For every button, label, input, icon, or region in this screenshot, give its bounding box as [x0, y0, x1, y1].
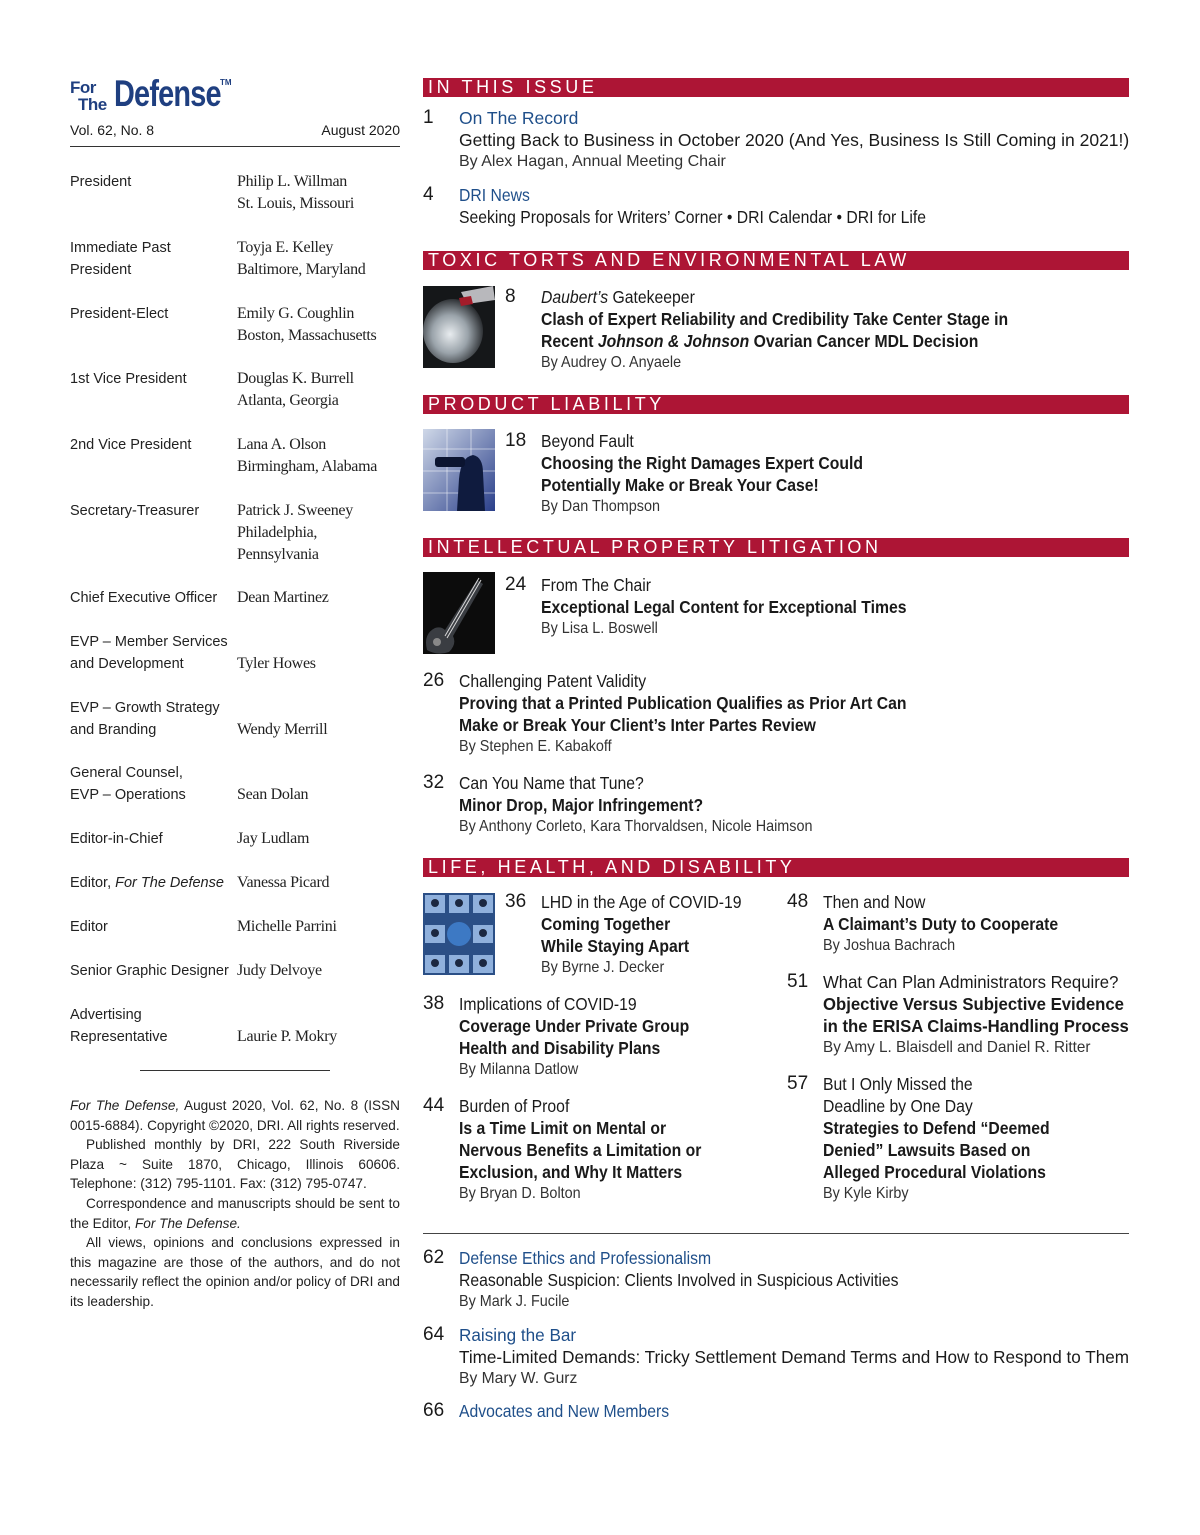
page-number: 44 [423, 1095, 445, 1116]
department-title[interactable]: Defense Ethics and Professionalism [459, 1248, 712, 1268]
section-header-life-health-disability: LIFE, HEALTH, AND DISABILITY [423, 858, 1129, 877]
article-title[interactable]: Objective Versus Subjective Evidence [823, 994, 1124, 1014]
section-header-product-liability: PRODUCT LIABILITY [423, 395, 1129, 414]
publication-name: For The Defense, [70, 1098, 180, 1113]
department-title[interactable]: Burden of Proof [459, 1096, 570, 1116]
department-title[interactable]: LHD in the Age of COVID-19 [541, 892, 742, 912]
staff-name: Jay Ludlam [237, 830, 310, 847]
page-number: 18 [505, 430, 527, 451]
article-title[interactable]: Potentially Make or Break Your Case! [541, 475, 819, 495]
article-title[interactable]: Denied” Lawsuits Based on [823, 1140, 1031, 1160]
byline: By Lisa L. Boswell [541, 620, 658, 637]
staff-names [237, 500, 353, 566]
article-title[interactable]: Coming Together [541, 914, 671, 934]
divider [423, 1233, 1129, 1234]
department-title[interactable]: Advocates and New Members [459, 1401, 670, 1421]
staff-name: Laurie P. Mokry [237, 1028, 337, 1045]
staff-name: Lana A. Olson [237, 436, 326, 453]
staff-role: President [70, 174, 132, 190]
byline: By Milanna Datlow [459, 1061, 579, 1078]
logo-the: The [78, 95, 107, 114]
staff-role-line: Representative [70, 1029, 168, 1045]
article-title[interactable]: Make or Break Your Client’s Inter Partes Review [459, 715, 816, 735]
staff-location: Boston, Massachusetts [237, 327, 377, 344]
pubinfo-text: Correspondence and manuscripts should be sent to the Editor, [70, 1195, 400, 1231]
staff-name: Wendy Merrill [237, 721, 328, 738]
staff-role: Secretary-Treasurer [70, 503, 200, 519]
staff-role [70, 697, 235, 741]
staff-role-publication: For The Defense [115, 875, 224, 891]
staff-name: Douglas K. Burrell [237, 370, 354, 387]
page-number: 36 [505, 891, 527, 912]
entry-body [823, 971, 1129, 1059]
page-number: 38 [423, 993, 445, 1014]
article-title-italic: Johnson & Johnson [597, 331, 750, 351]
article-title[interactable]: Getting Back to Business in October 2020 (And Yes, Business Is Still Coming in 2021!) [459, 130, 1130, 150]
staff-role-text: Editor, [70, 875, 116, 891]
staff-location: Birmingham, Alabama [237, 458, 378, 475]
staff-role: 2nd Vice President [70, 437, 192, 453]
article-title-text: Ovarian Cancer MDL Decision [749, 331, 979, 351]
staff-role: Immediate Past President [70, 240, 171, 278]
staff-role-line: EVP – Operations [70, 787, 186, 803]
staff-role-line: Advertising [70, 1007, 142, 1023]
staff-names [237, 916, 337, 938]
staff-names [237, 1026, 337, 1048]
masthead-column [70, 73, 400, 147]
pubinfo-paragraph [70, 1194, 400, 1233]
department-title-text: Gatekeeper [608, 287, 695, 307]
department-title[interactable]: Then and Now [823, 892, 926, 912]
video-call-grid-image [423, 893, 495, 975]
staff-names [237, 171, 354, 215]
staff-name: Vanessa Picard [237, 874, 330, 891]
staff-role-line: General Counsel, [70, 765, 183, 781]
logo-for: For [70, 78, 96, 97]
staff-names [237, 303, 376, 347]
staff-role: Senior Graphic Designer [70, 963, 229, 979]
page-number: 57 [787, 1073, 809, 1094]
staff-name: Dean Martinez [237, 589, 329, 606]
staff-role: President-Elect [70, 306, 169, 322]
page-number: 24 [505, 574, 527, 595]
staff-location: Baltimore, Maryland [237, 261, 366, 278]
byline: By Joshua Bachrach [823, 937, 956, 954]
department-title[interactable]: DRI News [459, 185, 530, 205]
article-title[interactable]: Seeking Proposals for Writers’ Corner • DRI Calendar • DRI for Life [459, 207, 927, 227]
entry-body [541, 430, 863, 518]
article-title[interactable]: Clash of Expert Reliability and Credibility Take Center Stage in [541, 309, 1009, 329]
byline: By Stephen E. Kabakoff [459, 738, 612, 755]
entry-body [459, 1400, 669, 1422]
entry-body [459, 184, 926, 228]
page-number: 8 [505, 286, 516, 307]
entry-body [459, 993, 689, 1081]
page-number: 64 [423, 1324, 445, 1345]
byline: By Audrey O. Anyaele [541, 354, 682, 371]
staff-names [237, 960, 322, 982]
staff-names [237, 587, 329, 609]
staff-role [70, 762, 235, 806]
entry-body [541, 574, 907, 640]
byline: By Amy L. Blaisdell and Daniel R. Ritter [823, 1039, 1091, 1056]
article-title[interactable]: Alleged Procedural Violations [823, 1162, 1046, 1182]
byline: By Alex Hagan, Annual Meeting Chair [459, 153, 726, 170]
page-number: 26 [423, 670, 445, 691]
staff-role-line: and Branding [70, 722, 157, 738]
entry-body [459, 1247, 898, 1313]
entry-body [823, 1073, 1050, 1205]
article-title[interactable]: Exclusion, and Why It Matters [459, 1162, 683, 1182]
staff-role-line: EVP – Growth Strategy [70, 700, 220, 716]
byline: By Anthony Corleto, Kara Thorvaldsen, Nicole Haimson [459, 818, 813, 835]
section-header-ip-litigation: INTELLECTUAL PROPERTY LITIGATION [423, 538, 1129, 557]
entry-body [459, 670, 907, 758]
article-title[interactable]: Nervous Benefits a Limitation or [459, 1140, 702, 1160]
article-title[interactable] [541, 330, 1008, 352]
article-title[interactable]: in the ERISA Claims-Handling Process [823, 1016, 1129, 1036]
article-title[interactable]: Proving that a Printed Publication Qualifies as Prior Art Can [459, 693, 907, 713]
staff-names [237, 828, 309, 850]
staff-names [237, 434, 377, 478]
spray-image [423, 286, 495, 368]
department-title[interactable]: What Can Plan Administrators Require? [823, 972, 1119, 992]
staff-role: Editor [70, 919, 108, 935]
department-title[interactable]: Raising the Bar [459, 1325, 577, 1345]
staff-name: Tyler Howes [237, 655, 316, 672]
article-title[interactable]: Minor Drop, Major Infringement? [459, 795, 704, 815]
byline: By Mary W. Gurz [459, 1370, 578, 1387]
department-title[interactable]: On The Record [459, 108, 579, 128]
staff-names [237, 719, 327, 741]
article-title-text: Recent [541, 331, 598, 351]
department-title[interactable]: Implications of COVID-19 [459, 994, 637, 1014]
entry-body [823, 891, 1058, 957]
article-title[interactable]: Health and Disability Plans [459, 1038, 661, 1058]
entry-body [459, 107, 1129, 173]
publication-name: For The Defense. [135, 1215, 241, 1231]
page-number: 4 [423, 184, 434, 205]
staff-role: Chief Executive Officer [70, 590, 218, 606]
logo-defense: Defense [114, 73, 221, 114]
entry-body [459, 1324, 1129, 1390]
staff-names [237, 368, 354, 412]
staff-location: Pennsylvania [237, 546, 319, 563]
issue-date: August 2020 [321, 122, 400, 138]
staff-name: Judy Delvoye [237, 962, 322, 979]
logo-trademark: TM [220, 78, 232, 87]
department-title[interactable]: From The Chair [541, 575, 651, 595]
byline: By Bryan D. Bolton [459, 1185, 581, 1202]
entry-body [459, 1095, 701, 1205]
staff-location: St. Louis, Missouri [237, 195, 354, 212]
page-number: 51 [787, 971, 809, 992]
article-title[interactable]: Strategies to Defend “Deemed [823, 1118, 1050, 1138]
staff-role: 1st Vice President [70, 371, 187, 387]
staff-names [237, 237, 366, 281]
staff-role [70, 1004, 235, 1048]
staff-location: Atlanta, Georgia [237, 392, 339, 409]
volume-number: Vol. 62, No. 8 [70, 122, 155, 138]
department-title[interactable]: Challenging Patent Validity [459, 671, 647, 691]
issue-line [70, 122, 400, 147]
pubinfo-paragraph [70, 1096, 400, 1135]
staff-names [237, 784, 308, 806]
article-title[interactable]: Choosing the Right Damages Expert Could [541, 453, 864, 473]
byline: By Kyle Kirby [823, 1185, 909, 1202]
staff-names [237, 872, 329, 894]
page-number: 48 [787, 891, 809, 912]
department-title[interactable] [541, 286, 1008, 308]
binoculars-image [423, 429, 495, 511]
for-the-defense-logo [70, 73, 400, 120]
staff-name: Patrick J. Sweeney [237, 502, 353, 519]
staff-role-line: EVP – Member Services [70, 634, 228, 650]
staff-role [70, 872, 235, 894]
article-title[interactable]: A Claimant’s Duty to Cooperate [823, 914, 1059, 934]
staff-name: Emily G. Coughlin [237, 305, 355, 322]
entry-body [541, 891, 741, 979]
section-header-in-this-issue: IN THIS ISSUE [423, 78, 1129, 97]
page-number: 1 [423, 107, 434, 128]
staff-role [70, 631, 235, 675]
divider [140, 1070, 330, 1071]
article-title[interactable]: While Staying Apart [541, 936, 690, 956]
pubinfo-paragraph: All views, opinions and conclusions expressed in this magazine are those of the authors, and do not necessarily reflect the opinion and/or policy of DRI and its leadership. [70, 1235, 400, 1309]
article-title[interactable]: Coverage Under Private Group [459, 1016, 690, 1036]
byline: By Mark J. Fucile [459, 1293, 570, 1310]
department-title-italic: Daubert’s [541, 287, 609, 307]
staff-role-line: and Development [70, 656, 184, 672]
department-title[interactable]: But I Only Missed the [823, 1074, 973, 1094]
byline: By Dan Thompson [541, 498, 660, 515]
staff-location: Philadelphia, [237, 524, 318, 541]
department-title[interactable]: Deadline by One Day [823, 1096, 973, 1116]
article-title[interactable]: Time-Limited Demands: Tricky Settlement Demand Terms and How to Respond to Them [459, 1347, 1130, 1367]
staff-name: Toyja E. Kelley [237, 239, 334, 256]
staff-role: Editor-in-Chief [70, 831, 163, 847]
section-header-toxic-torts: TOXIC TORTS AND ENVIRONMENTAL LAW [423, 251, 1129, 270]
article-title[interactable]: Reasonable Suspicion: Clients Involved in Suspicious Activities [459, 1270, 899, 1290]
article-title[interactable]: Is a Time Limit on Mental or [459, 1118, 667, 1138]
page-number: 62 [423, 1247, 445, 1268]
entry-body [459, 772, 813, 838]
staff-name: Michelle Parrini [237, 918, 337, 935]
byline: By Byrne J. Decker [541, 959, 665, 976]
staff-name: Philip L. Willman [237, 173, 347, 190]
department-title[interactable]: Beyond Fault [541, 431, 634, 451]
page-number: 32 [423, 772, 445, 793]
entry-body [541, 286, 1008, 374]
article-title[interactable]: Exceptional Legal Content for Exceptional Times [541, 597, 907, 617]
pubinfo-paragraph: Published monthly by DRI, 222 South Riverside Plaza ~ Suite 1870, Chicago, Illinois 60606. Telephone: (312) 795-1101. Fax: (312) 795-0747. [70, 1137, 400, 1192]
pubinfo-text: August 2020, Vol. 62, No. 8 (ISSN 0015-6884). Copyright ©2020, DRI. All rights reserved. [70, 1098, 400, 1133]
publication-info [70, 1096, 400, 1312]
department-title[interactable]: Can You Name that Tune? [459, 773, 644, 793]
staff-names [237, 653, 316, 675]
page-number: 66 [423, 1400, 445, 1421]
guitar-image [423, 572, 495, 654]
staff-name: Sean Dolan [237, 786, 309, 803]
